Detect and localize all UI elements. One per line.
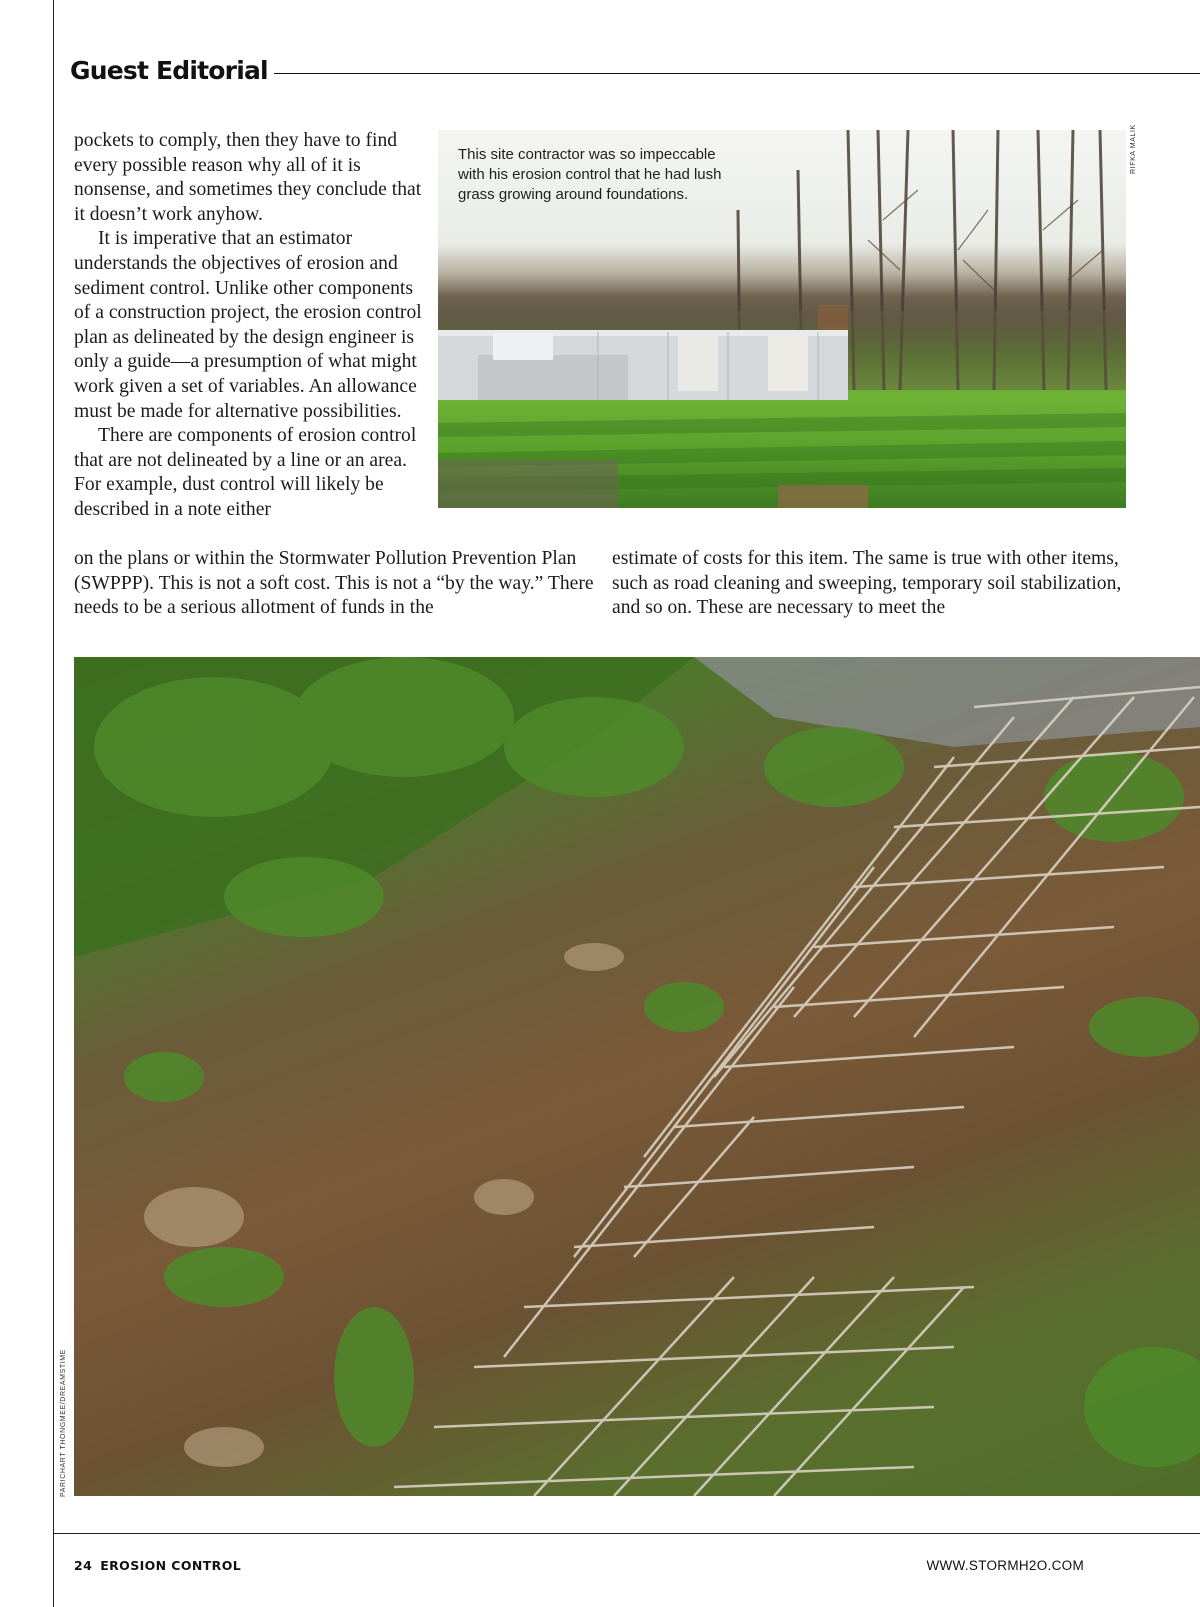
left-margin-rule: [53, 0, 54, 1607]
slope-erosion-netting-photo: [74, 657, 1200, 1496]
article-paragraph: on the plans or within the Stormwater Pollution Prevention Plan (SWPPP). This is not a soft cost. This is not a “by the way.” There needs to be a serious allotment of funds in the: [74, 548, 594, 619]
photo-credit: PARICHART THONGMEE/DREAMSTIME: [60, 1349, 67, 1497]
article-paragraph: It is imperative that an estimator understands the objectives of erosion and sediment control. Unlike other components of a construction project, the erosion control plan as delineated by the design engineer is only a guide—a presumption of what might work given a set of variables. An allowance must be made for alternative possibilities.: [74, 228, 422, 422]
footer-rule: [53, 1533, 1200, 1534]
article-paragraph: pockets to comply, then they have to find every possible reason why all of it is nonsense, and sometimes they conclude that it doesn’t work anyhow.: [74, 130, 422, 225]
article-paragraph: There are components of erosion control that are not delineated by a line or an area. For example, dust control will likely be described in a note either: [74, 425, 417, 520]
section-header: [70, 56, 1200, 96]
title-rule: [274, 73, 1200, 74]
publication-name: EROSION CONTROL: [100, 1558, 242, 1573]
article-paragraph: estimate of costs for this item. The same is true with other items, such as road cleaning and sweeping, temporary soil stabilization, and so on. These are necessary to meet the: [612, 548, 1122, 619]
slope-photo-drawing: [74, 657, 1200, 1496]
article-bottom-right-column: [612, 547, 1132, 621]
page-folio: [74, 1558, 241, 1573]
section-title: Guest Editorial: [70, 56, 268, 85]
website-url: WWW.STORMH2O.COM: [926, 1558, 1084, 1573]
photo-credit: RIFKA MALIK: [1130, 124, 1137, 174]
photo-caption: This site contractor was so impeccable with his erosion control that he had lush grass growing around foundations.: [458, 146, 722, 203]
page-number: 24: [74, 1558, 93, 1573]
article-bottom-left-column: [74, 547, 594, 621]
article-column-1: [74, 129, 424, 523]
